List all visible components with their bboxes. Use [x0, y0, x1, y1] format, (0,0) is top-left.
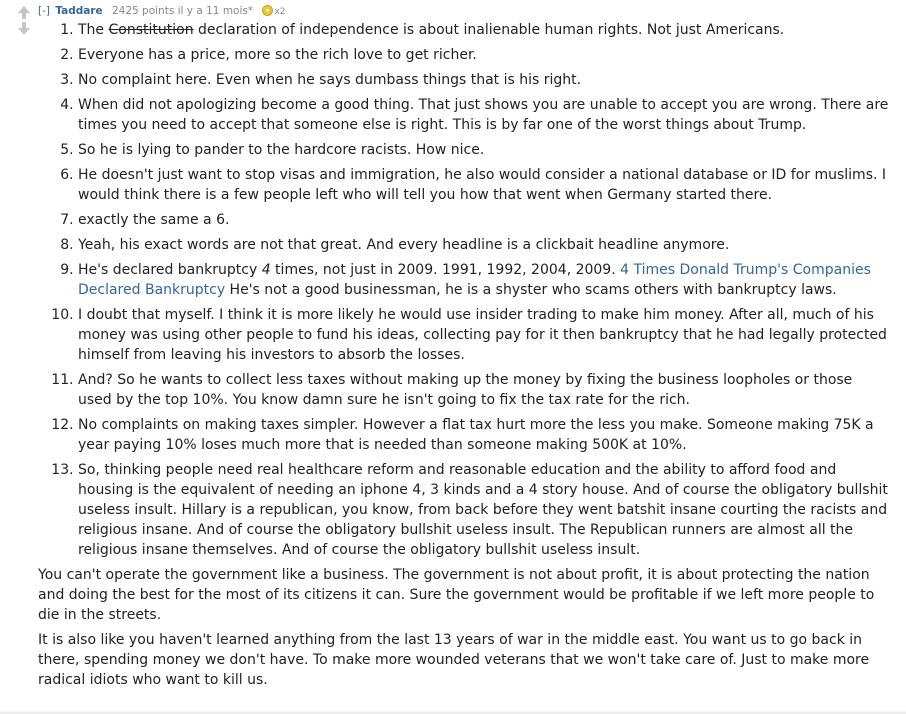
- numbered-list: [38, 20, 890, 560]
- comment-body: [38, 20, 890, 695]
- collapse-toggle[interactable]: [-]: [38, 5, 50, 17]
- emphasis-text: 4: [261, 262, 271, 278]
- list-item: 7. exactly the same a 6.: [78, 210, 890, 230]
- list-item: 12. No complaints on making taxes simpler. However a flat tax hurt more the less you make. Someone making 75K a year paying 10% loses much more that is needed than someone making 500K at 10%.: [78, 415, 890, 455]
- struck-text: Constitution: [108, 22, 194, 38]
- list-item: 11. And? So he wants to collect less taxes without making up the money by fixing the business loopholes or those used by the top 10%. You know damn sure he isn't going to fix the tax rate for the rich.: [78, 370, 890, 410]
- list-item: 1. The Constitution declaration of independence is about inalienable human rights. Not just Americans.: [78, 20, 890, 40]
- vote-controls: [16, 6, 32, 35]
- gilded-count: x2: [274, 7, 286, 17]
- bankruptcy-article-link[interactable]: 4 Times Donald Trump's Companies Declared Bankruptcy: [78, 262, 871, 298]
- list-item: 2. Everyone has a price, more so the rich love to get richer.: [78, 45, 890, 65]
- list-item: 3. No complaint here. Even when he says dumbass things that is his right.: [78, 70, 890, 90]
- paragraph: It is also like you haven't learned anything from the last 13 years of war in the middle east. You want us to go back in there, spending money we don't have. To make more wounded veterans that we won't take care of. Just to make more radical idiots who want to kill us.: [38, 632, 870, 688]
- list-item: 4. When did not apologizing become a good thing. That just shows you are unable to accept you are wrong. There are times you need to accept that someone else is right. This is by far one of the worst things about Trump.: [78, 95, 890, 135]
- bottom-divider: [0, 710, 906, 714]
- paragraph: You can't operate the government like a business. The government is not about profit, it is about protecting the nation and doing the best for the most of its citizens it can. Sure the government would be profitable if we left more people to die in the streets.: [38, 567, 875, 623]
- comment-tagline: [38, 4, 286, 19]
- upvote-arrow-icon[interactable]: [16, 6, 32, 19]
- downvote-arrow-icon[interactable]: [16, 22, 32, 35]
- list-item: 9. He's declared bankruptcy 4 times, not just in 2009. 1991, 1992, 2004, 2009. 4 Times Donald Trump's Companies Declared Bankruptcy He's not a good businessman, he is a shyster who scams others with bankruptcy laws.: [78, 260, 890, 300]
- list-item: 5. So he is lying to pander to the hardcore racists. How nice.: [78, 140, 890, 160]
- list-item: 8. Yeah, his exact words are not that great. And every headline is a clickbait headline anymore.: [78, 235, 890, 255]
- gilded-icon: [262, 5, 273, 16]
- list-item: 10. I doubt that myself. I think it is more likely he would use insider trading to make him money. After all, much of his money was using other people to fund his ideas, collecting pay for it then bankruptcy that he had legally protected himself from leaving his investors to absorb the losses.: [78, 305, 890, 365]
- author-link[interactable]: Taddare: [55, 5, 103, 17]
- list-item: 13. So, thinking people need real healthcare reform and reasonable education and the ability to afford food and housing is the equivalent of needing an iphone 4, 3 kinds and a 4 story house. And of course the obligatory bullshit useless insult. Hillary is a republican, you know, from back before they went batshit insane courting the racists and religious insane. And of course the obligatory bullshit useless insult. The Republican runners are almost all the religious insane themselves. And of course the obligatory bullshit useless insult.: [78, 460, 890, 560]
- score-and-time: 2425 points il y a 11 mois*: [111, 5, 254, 17]
- list-item: 6. He doesn't just want to stop visas and immigration, he also would consider a national database or ID for muslims. I would think there is a few people left who will tell you how that went when Germany started there.: [78, 165, 890, 205]
